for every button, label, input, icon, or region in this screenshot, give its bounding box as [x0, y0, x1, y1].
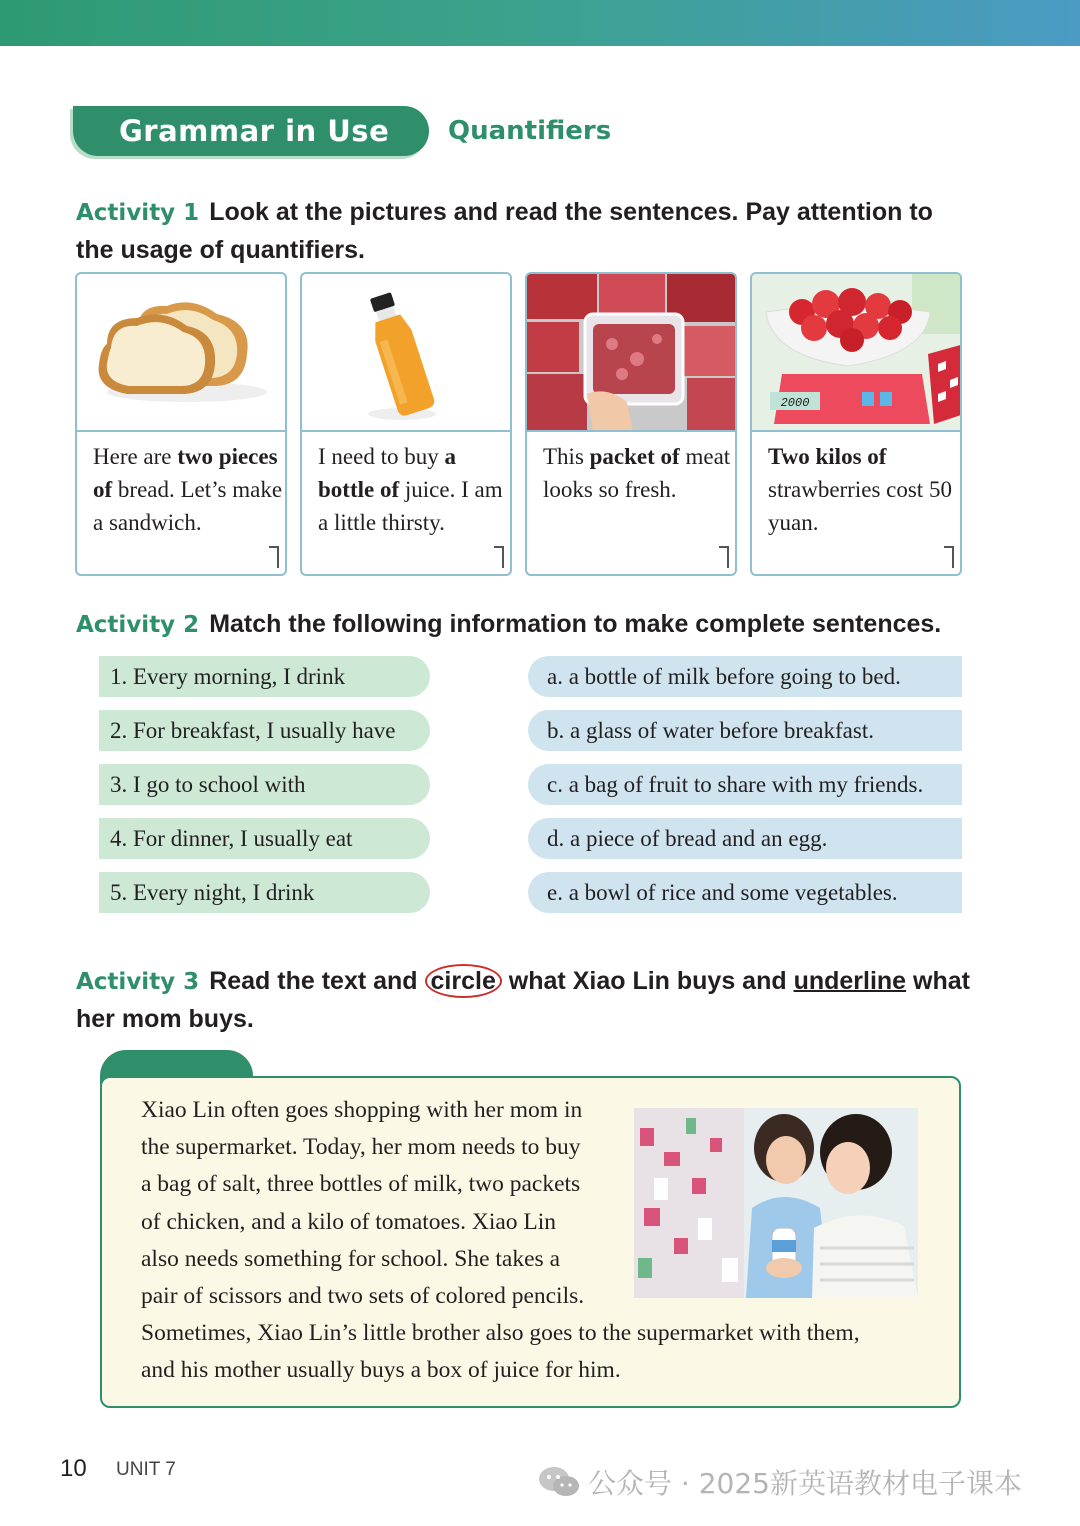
top-color-band [0, 0, 1080, 46]
activity2-instruction: Match the following information to make complete sentences. [209, 610, 942, 638]
card-meat-text [543, 440, 737, 506]
activity1-heading [76, 194, 976, 269]
card-corner-mark [494, 546, 504, 568]
caption-segment: strawberries cost 50 yuan. [768, 477, 952, 535]
bread-picture [77, 274, 285, 432]
section-topic: Quantifiers [448, 116, 612, 146]
match-right-item: c. a bag of fruit to share with my friends. [528, 764, 962, 805]
passage-line: a bag of salt, three bottles of milk, two packets [141, 1171, 581, 1198]
match-left-item: 3. I go to school with [99, 764, 430, 805]
card-strawberries [750, 272, 962, 576]
caption-segment: packet of [589, 444, 680, 469]
card-juice [300, 272, 512, 576]
activity2-label: Activity 2 [76, 612, 200, 638]
caption-segment: two pieces of [93, 444, 278, 502]
passage-line: also needs something for school. She takes a [141, 1245, 560, 1272]
watermark-text: 公众号 · 2025新英语教材电子课本 [588, 1467, 1022, 1500]
wechat-icon [538, 1466, 580, 1498]
caption-segment: a bottle of [318, 444, 456, 502]
passage-line: Sometimes, Xiao Lin’s little brother also goes to the supermarket with them, [141, 1320, 860, 1346]
caption-segment: This [543, 444, 590, 469]
card-corner-mark [944, 546, 954, 568]
page-number: 10 [60, 1455, 87, 1482]
activity3-instruction-part1: Read the text and [209, 967, 425, 995]
meat-packet-picture [527, 274, 735, 432]
strawberries-scale-picture [752, 274, 960, 432]
match-left-item: 2. For breakfast, I usually have [99, 710, 430, 751]
card-meat [525, 272, 737, 576]
caption-segment: Two kilos of [768, 444, 887, 469]
passage-line: of chicken, and a kilo of tomatoes. Xiao Lin [141, 1208, 557, 1235]
activity3-label: Activity 3 [76, 969, 200, 995]
activity3-instruction-part3: what her mom buys. [76, 967, 970, 1033]
caption-segment: Here are [93, 444, 178, 469]
activity3-instruction-part2: what Xiao Lin buys and [501, 967, 794, 995]
unit-label: UNIT 7 [116, 1459, 176, 1480]
passage-line: and his mother usually buys a box of juice for him. [141, 1357, 621, 1384]
activity2-heading [76, 606, 976, 644]
section-title: Grammar in Use [119, 114, 390, 148]
caption-segment: I need to buy [318, 444, 445, 469]
match-right-item: b. a glass of water before breakfast. [528, 710, 962, 751]
caption-segment: meat looks so fresh. [543, 444, 731, 502]
card-corner-mark [269, 546, 279, 568]
scale-display-text: 2000 [780, 396, 810, 410]
activity1-instruction: Look at the pictures and read the sentences. Pay attention to the usage of quantifiers. [76, 198, 933, 264]
match-left-item: 5. Every night, I drink [99, 872, 430, 913]
juice-bottle-picture [302, 274, 510, 432]
passage-line: the supermarket. Today, her mom needs to buy [141, 1134, 581, 1161]
activity3-heading [76, 963, 976, 1038]
underlined-word: underline [793, 967, 907, 995]
card-juice-text [318, 440, 508, 539]
card-strawberries-text [768, 440, 958, 539]
circled-word: circle [425, 964, 502, 998]
section-title-tab [73, 106, 429, 156]
card-corner-mark [719, 546, 729, 568]
activity1-label: Activity 1 [76, 200, 200, 226]
match-left-item: 4. For dinner, I usually eat [99, 818, 430, 859]
caption-segment: juice. I am a little thirsty. [318, 477, 503, 535]
card-bread [75, 272, 287, 576]
match-left-item: 1. Every morning, I drink [99, 656, 430, 697]
card-bread-text [93, 440, 283, 539]
match-right-item: e. a bowl of rice and some vegetables. [528, 872, 962, 913]
caption-segment: bread. Let’s make a sandwich. [93, 477, 283, 535]
match-right-item: a. a bottle of milk before going to bed. [528, 656, 962, 697]
passage-narrow [141, 1092, 611, 1315]
passage-line: Xiao Lin often goes shopping with her mom in [141, 1097, 583, 1123]
match-right-item: d. a piece of bread and an egg. [528, 818, 962, 859]
passage-wide [141, 1315, 931, 1389]
supermarket-photo [634, 1108, 918, 1298]
passage-line: pair of scissors and two sets of colored pencils. [141, 1283, 585, 1310]
